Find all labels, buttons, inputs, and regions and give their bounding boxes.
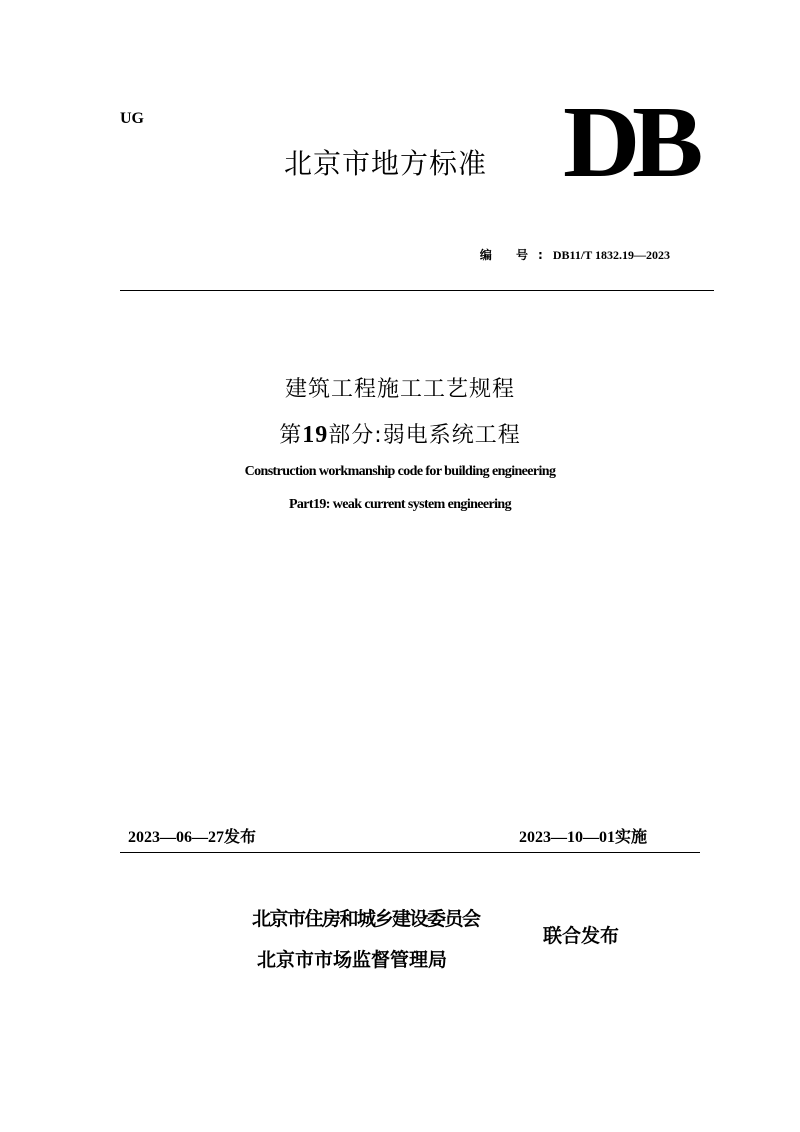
implementation-date-value: 2023—10—01 bbox=[519, 829, 615, 846]
document-subtitle-cn bbox=[0, 418, 800, 449]
document-subtitle-en: Part19: weak current system engineering bbox=[288, 497, 512, 512]
standard-type-title: 北京市地方标准 bbox=[284, 147, 488, 180]
subtitle-part-number: 19 bbox=[302, 422, 329, 448]
db-logo: DB bbox=[563, 86, 695, 199]
issue-date-suffix: 发布 bbox=[224, 827, 257, 846]
top-divider bbox=[120, 290, 714, 291]
publisher-org-1: 北京市住房和城乡建设委员会 bbox=[252, 908, 480, 930]
joint-publish-label: 联合发布 bbox=[543, 925, 620, 947]
document-title-en: Construction workmanship code for building engineering bbox=[244, 464, 556, 479]
subtitle-prefix: 第 bbox=[279, 423, 303, 448]
standard-code-line bbox=[480, 246, 670, 263]
publisher-org-2: 北京市市场监督管理局 bbox=[257, 949, 448, 971]
bottom-divider bbox=[120, 852, 700, 853]
document-title-cn: 建筑工程施工工艺规程 bbox=[284, 377, 515, 402]
header-ug-code: UG bbox=[120, 110, 144, 127]
implementation-date-suffix: 实施 bbox=[615, 827, 648, 846]
issue-date bbox=[128, 824, 256, 847]
code-value: DB11/T 1832.19—2023 bbox=[552, 248, 670, 262]
implementation-date bbox=[519, 824, 647, 847]
subtitle-suffix: 部分:弱电系统工程 bbox=[328, 423, 521, 448]
code-label: 编 号: bbox=[479, 248, 553, 262]
issue-date-value: 2023—06—27 bbox=[128, 829, 224, 846]
